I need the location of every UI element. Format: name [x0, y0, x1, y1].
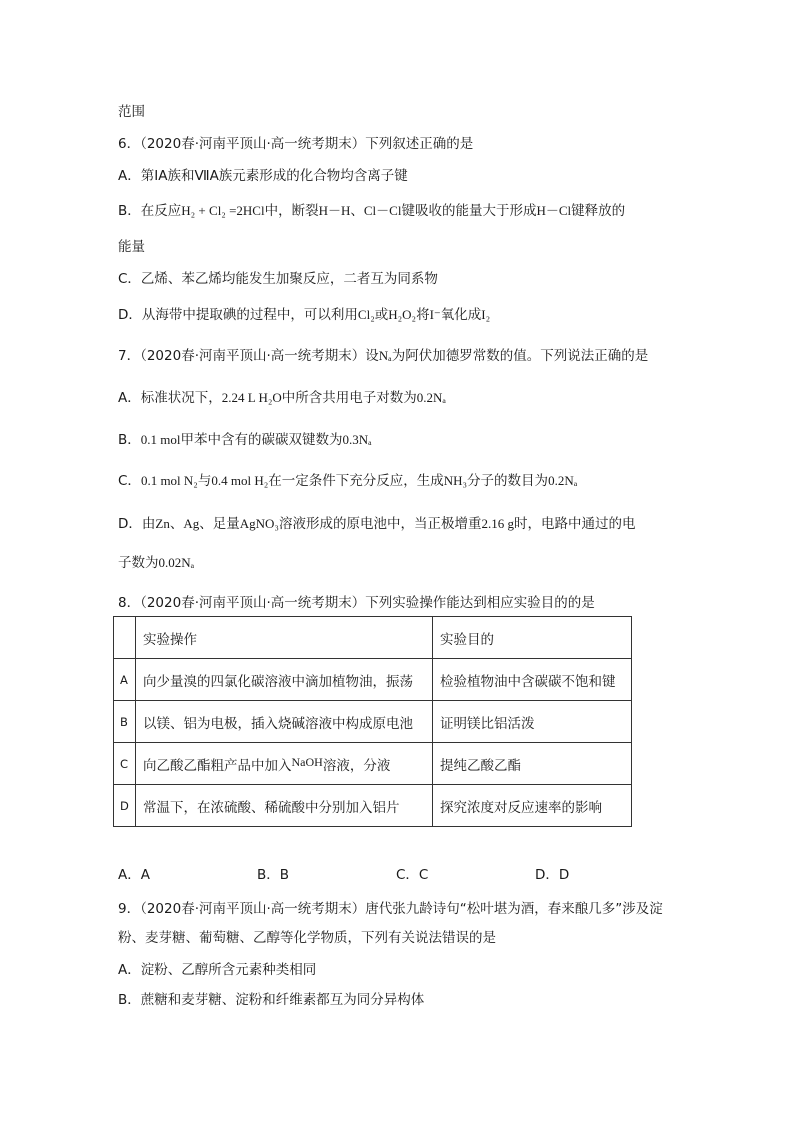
question-7-stem — [118, 347, 648, 365]
question-6-option-b-cont: 能量 — [118, 239, 145, 255]
table-row — [114, 743, 632, 785]
text: 溶液，分液 — [322, 757, 391, 774]
formula: Ag — [183, 516, 200, 531]
question-6-option-c: C．乙烯、苯乙烯均能发生加聚反应，二者互为同系物 — [118, 271, 438, 287]
formula: 0.4 mol H₂ — [211, 473, 269, 488]
question-7-option-c — [118, 472, 577, 490]
text: 中，断裂 — [264, 203, 319, 219]
formula: NH₃ — [443, 473, 468, 488]
row-label: B — [114, 701, 136, 743]
question-6-stem: 6．（2020春·河南平顶山·高一统考期末）下列叙述正确的是 — [118, 136, 474, 152]
text: 、 — [169, 516, 184, 532]
text: 、 — [350, 203, 364, 219]
text: B．在反应 — [118, 203, 182, 219]
formula: I₂ — [481, 307, 491, 322]
goal-cell: 检验植物油中含碳碳不饱和键 — [433, 659, 632, 701]
text: 7．（2020春·河南平顶山·高一统考期末）设 — [118, 348, 379, 364]
table-header-cell: 实验目的 — [433, 617, 632, 659]
table-row — [114, 785, 632, 827]
formula: 2.24 L H₂O — [221, 390, 282, 405]
text-line: 范围 — [118, 104, 145, 120]
formula: H₂ + Cl₂ =2HCl — [181, 203, 265, 218]
text: 键吸收的能量大于形成 — [401, 203, 537, 219]
question-7-option-d-cont — [118, 554, 194, 572]
text: A．标准状况下， — [118, 390, 222, 406]
table-header-cell — [114, 617, 136, 659]
formula: 0.1 mol — [140, 432, 181, 447]
text: 将 — [416, 307, 430, 323]
question-7-option-b — [118, 431, 372, 449]
formula: 0.3Nₐ — [342, 432, 372, 447]
formula: 2.16 g — [481, 516, 514, 531]
question-9-option-a: A．淀粉、乙醇所含元素种类相同 — [118, 962, 317, 978]
formula: Cl－Cl — [363, 203, 402, 218]
text: 中所含共用电子对数为 — [281, 390, 417, 406]
question-9-stem: 9．（2020春·河南平顶山·高一统考期末）唐代张九龄诗句“松叶堪为酒，春来酿几多”涉及淀 — [118, 901, 663, 917]
operation-cell — [136, 743, 433, 785]
formula: 0.2Nₐ — [548, 473, 578, 488]
text: 时，电路中通过的电 — [513, 516, 636, 532]
formula: Zn — [155, 516, 170, 531]
goal-cell: 探究浓度对反应速率的影响 — [433, 785, 632, 827]
text: 氧化成 — [440, 307, 482, 323]
table-row — [114, 659, 632, 701]
experiment-table — [113, 616, 632, 827]
formula: Cl₂ — [357, 307, 375, 322]
question-7-option-d — [118, 515, 635, 533]
question-8-option-b: B．B — [257, 867, 290, 883]
formula: 0.2Nₐ — [416, 390, 446, 405]
row-label: C — [114, 743, 136, 785]
formula: H₂O₂ — [388, 307, 417, 322]
text: 子数为 — [118, 555, 159, 571]
table-row — [114, 701, 632, 743]
text: 为阿伏加德罗常数的值。下列说法正确的是 — [391, 348, 649, 364]
text: 在一定条件下充分反应，生成 — [268, 473, 444, 489]
operation-cell: 向少量溴的四氯化碳溶液中滴加植物油，振荡 — [136, 659, 433, 701]
text: 分子的数目为 — [467, 473, 549, 489]
formula: NaOH — [291, 754, 323, 769]
formula: I⁻ — [429, 307, 441, 322]
goal-cell: 证明镁比铝活泼 — [433, 701, 632, 743]
operation-cell: 以镁、铝为电极，插入烧碱溶液中构成原电池 — [136, 701, 433, 743]
text: D．从海带中提取碘的过程中，可以利用 — [118, 307, 358, 323]
table-header-cell: 实验操作 — [136, 617, 433, 659]
formula: H－Cl — [536, 203, 572, 218]
row-label: A — [114, 659, 136, 701]
question-8-option-d: D．D — [535, 867, 570, 883]
table-header-row — [114, 617, 632, 659]
goal-cell: 提纯乙酸乙酯 — [433, 743, 632, 785]
text: D．由 — [118, 516, 156, 532]
text: 向乙酸乙酯粗产品中加入 — [143, 757, 292, 774]
text: 与 — [197, 473, 212, 489]
question-7-option-a — [118, 389, 446, 407]
question-8-option-c: C．C — [396, 867, 429, 883]
text: 甲苯中含有的碳碳双键数为 — [180, 432, 343, 448]
text: 键释放的 — [571, 203, 626, 219]
question-6-option-b — [118, 202, 625, 220]
text: 、足量 — [199, 516, 240, 532]
operation-cell: 常温下，在浓硫酸、稀硫酸中分别加入铝片 — [136, 785, 433, 827]
question-8-option-a: A．A — [118, 867, 150, 883]
text: 或 — [374, 307, 389, 323]
formula: AgNO₃ — [239, 516, 279, 531]
question-6-option-d — [118, 306, 490, 324]
formula: 0.1 mol N₂ — [140, 473, 198, 488]
question-6-option-a: A．第ⅠA族和ⅦA族元素形成的化合物均含离子键 — [118, 168, 408, 184]
text: C． — [118, 473, 141, 489]
formula: H－H — [318, 203, 351, 218]
formula: 0.02Nₐ — [158, 555, 195, 570]
row-label: D — [114, 785, 136, 827]
text: B． — [118, 432, 141, 448]
text: 溶液形成的原电池中，当正极增重 — [278, 516, 482, 532]
question-9-option-b: B．蔗糖和麦芽糖、淀粉和纤维素都互为同分异构体 — [118, 992, 425, 1008]
question-9-stem-cont: 粉、麦芽糖、葡萄糖、乙醇等化学物质，下列有关说法错误的是 — [118, 930, 496, 946]
question-8-stem: 8．（2020春·河南平顶山·高一统考期末）下列实验操作能达到相应实验目的的是 — [118, 595, 595, 611]
formula: Nₐ — [378, 348, 392, 363]
